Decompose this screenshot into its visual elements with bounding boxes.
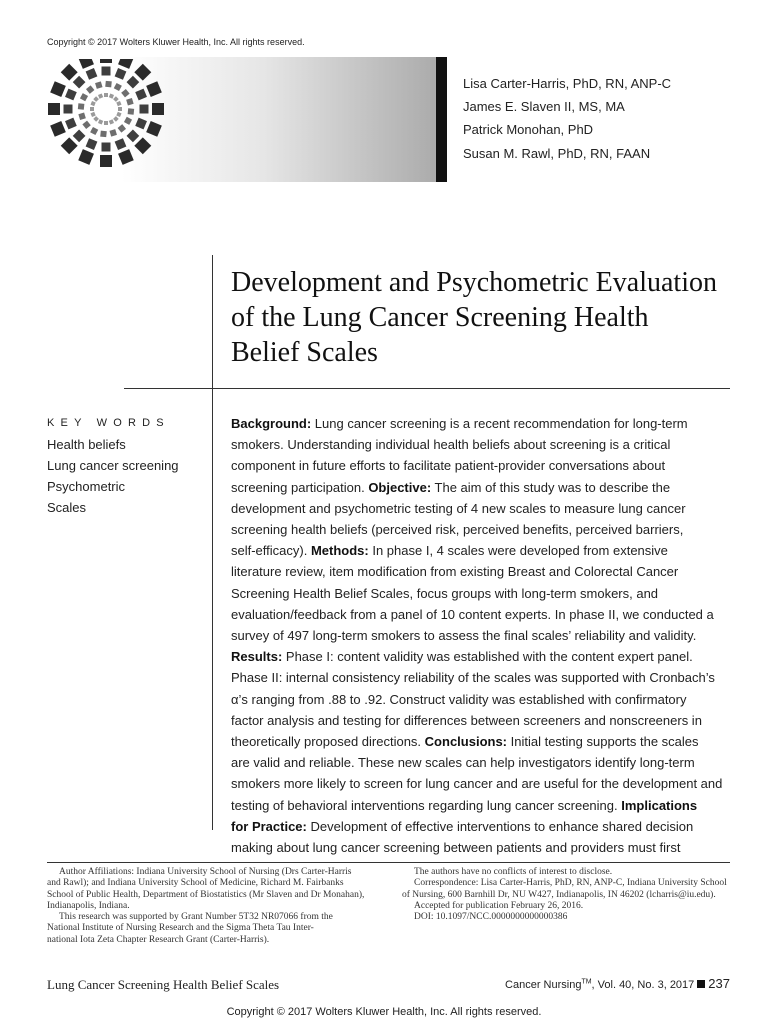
- copyright-notice-top: Copyright © 2017 Wolters Kluwer Health, Inc. All rights reserved.: [47, 37, 305, 47]
- key-word: Lung cancer screening: [47, 458, 179, 473]
- key-word: Health beliefs: [47, 437, 126, 452]
- abstract-text: survey of 497 long-term smokers to assess the final scales’ reliability and validity.: [231, 628, 697, 644]
- abstract-text: making about lung cancer screening between patients and providers must first: [231, 840, 681, 856]
- title-rule: [124, 388, 730, 389]
- footnote-line: School of Public Health, Department of Biostatistics (Mr Slaven and Dr Monahan),: [47, 889, 365, 900]
- footnote-line: of Nursing, 600 Barnhill Dr, NU W427, Indianapolis, IN 46202 (lcharris@iu.edu).: [402, 889, 716, 900]
- author-affiliations: [47, 867, 385, 946]
- footnote-line: Author Affiliations: Indiana University School of Nursing (Drs Carter-Harris: [59, 867, 352, 877]
- footnote-line: The authors have no conflicts of interest to disclose.: [414, 867, 613, 877]
- abstract-text: α’s ranging from .88 to .92. Construct validity was established with confirmatory: [231, 691, 687, 707]
- title-line: of the Lung Cancer Screening Health: [231, 302, 649, 333]
- title-line: Development and Psychometric Evaluation: [231, 267, 717, 298]
- abstract-text: factor analysis and testing for differences between screeners and nonscreeners in: [231, 712, 702, 728]
- footnote-line: and Rawl); and Indiana University School of Medicine, Richard M. Fairbanks: [47, 878, 344, 889]
- correspondence-info: [402, 867, 738, 923]
- abstract-text: theoretically proposed directions.: [231, 734, 425, 750]
- journal-reference: [505, 976, 730, 991]
- results-label: Results:: [231, 649, 283, 665]
- column-divider: [212, 255, 213, 830]
- trademark: TM: [581, 978, 592, 986]
- abstract-text: are valid and reliable. These new scales can help investigators identify long-term: [231, 755, 695, 771]
- journal-name: Cancer Nursing: [505, 979, 582, 991]
- key-word: Psychometric: [47, 479, 126, 494]
- conclusions-label: Conclusions:: [424, 734, 508, 750]
- title-line: Belief Scales: [231, 337, 378, 368]
- footnote-line: national Iota Zeta Chapter Research Grant (Carter-Harris).: [47, 934, 270, 945]
- journal-details: , Vol. 40, No. 3, 2017: [591, 979, 695, 991]
- abstract-text: Phase I: content validity was established with the content expert panel.: [282, 649, 693, 665]
- author-name: Lisa Carter-Harris, PhD, RN, ANP-C: [463, 76, 672, 91]
- abstract-text: component in future efforts to facilitate patient-provider conversations about: [231, 458, 666, 474]
- square-bullet-icon: [697, 980, 705, 988]
- author-name: Patrick Monohan, PhD: [463, 122, 594, 138]
- author-name: James E. Slaven II, MS, MA: [463, 99, 625, 115]
- abstract: [231, 413, 736, 858]
- radial-squares-icon: [44, 59, 169, 184]
- banner-divider-bar: [436, 57, 447, 182]
- abstract-text: literature review, item modification from existing Breast and Colorectal Cancer: [231, 564, 679, 580]
- copyright-notice-bottom: Copyright © 2017 Wolters Kluwer Health, Inc. All rights reserved.: [226, 1006, 542, 1018]
- footnote-rule: [47, 862, 730, 863]
- background-label: Background:: [231, 416, 312, 431]
- methods-label: Methods:: [310, 543, 369, 559]
- key-words-heading: KEY WORDS: [47, 417, 170, 429]
- page-number: 237: [708, 976, 730, 991]
- footnote-line: Indianapolis, Indiana.: [47, 900, 130, 911]
- article-title: [231, 265, 751, 370]
- footnote-line: Accepted for publication February 26, 2016.: [414, 900, 584, 911]
- running-title: Lung Cancer Screening Health Belief Scales: [47, 977, 280, 992]
- key-word: Scales: [47, 500, 87, 515]
- footnote-line: This research was supported by Grant Number 5T32 NR07066 from the: [59, 912, 333, 923]
- abstract-text: Lung cancer screening is a recent recommendation for long-term: [311, 416, 688, 431]
- footnote-line: National Institute of Nursing Research and the Sigma Theta Tau Inter-: [47, 923, 314, 934]
- abstract-text: smokers more likely to screen for lung cancer and are useful for the development and: [231, 776, 723, 792]
- footnote-line: DOI: 10.1097/NCC.0000000000000386: [414, 912, 568, 923]
- author-list: [463, 72, 671, 165]
- footnote-line: Correspondence: Lisa Carter-Harris, PhD, RN, ANP-C, Indiana University School: [414, 878, 727, 889]
- abstract-text: smokers. Understanding individual health beliefs about screening is a critical: [231, 437, 671, 453]
- abstract-text: screening participation.: [231, 479, 369, 495]
- implications-label: for Practice:: [231, 818, 307, 834]
- abstract-text: Phase II: internal consistency reliability of the scales was supported with Cronbach’s: [231, 670, 715, 686]
- abstract-text: Initial testing supports the scales: [507, 734, 699, 750]
- abstract-text: evaluation/feedback from a panel of 10 content experts. In phase II, we conducted a: [231, 606, 714, 622]
- abstract-text: Development of effective interventions to enhance shared decision: [306, 818, 694, 834]
- abstract-text: In phase I, 4 scales were developed from extensive: [368, 543, 668, 559]
- author-name: Susan M. Rawl, PhD, RN, FAAN: [463, 145, 651, 161]
- implications-label: Implications: [621, 797, 698, 813]
- abstract-text: The aim of this study was to describe the: [431, 479, 671, 495]
- objective-label: Objective:: [368, 479, 432, 495]
- abstract-text: screening health beliefs (perceived risk, perceived benefits, perceived barriers,: [231, 522, 684, 538]
- abstract-text: development and psychometric testing of 4 new scales to measure lung cancer: [231, 500, 686, 516]
- abstract-text: self-efficacy).: [231, 543, 311, 559]
- key-words-list: [47, 434, 179, 518]
- abstract-text: Screening Health Belief Scales, focus groups with long-term smokers, and: [231, 585, 659, 601]
- abstract-text: testing of behavioral interventions regarding lung cancer screening.: [231, 797, 622, 813]
